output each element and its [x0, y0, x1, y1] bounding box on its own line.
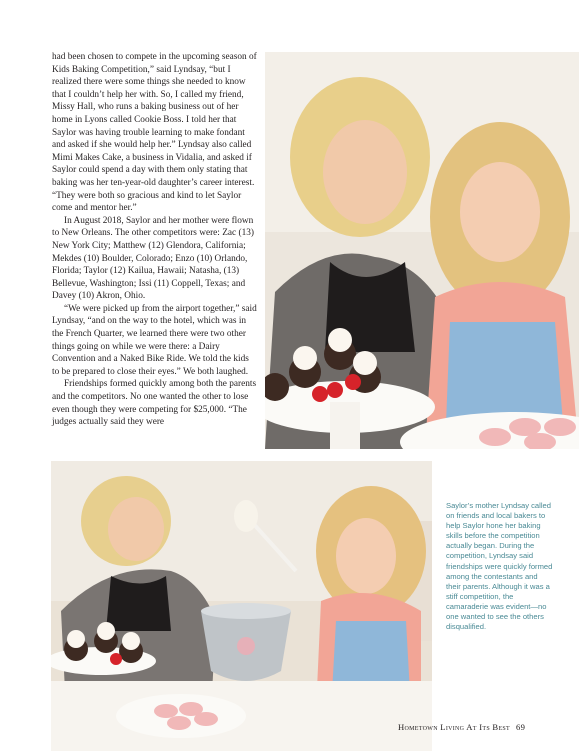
- article-paragraph-1: had been chosen to compete in the upcoming season of Kids Baking Competition,” said Lyndsay, “but I realized there were some things she needed to know that I couldn’t help her with. So, I called my friend, Missy Hall, who runs a baking business out of her home in Lyons called Cookie Boss. I told her that Saylor was having trouble learning to make fondant and asked if she would help her.” Lyndsay also called Mimi Makes Cake, a business in Vidalia, and asked if Saylor could spend a day with them only stating that baking was her ten-year-old daughter’s career interest. “They were both so gracious and kind to let Saylor come and mentor her.”: [52, 52, 257, 214]
- page-number: 69: [516, 722, 526, 732]
- caption-text: Saylor’s mother Lyndsay called on friends and local bakers to help Saylor hone her baking skills before the competition actually began. During the competition, Lyndsay said friendships were quickly formed among the contestants and their parents. Although it was a stiff competition, the camaraderie was evident—no one wanted to see the others disqualified.: [446, 501, 553, 632]
- publication-name: Hometown Living At Its Best: [398, 722, 511, 732]
- article-body: [52, 51, 257, 429]
- photo-mother-daughter-portrait: [265, 52, 579, 449]
- photo-caption: [446, 501, 554, 632]
- article-paragraph-2: In August 2018, Saylor and her mother were flown to New Orleans. The other competitors were: Zac (13) New York City; Matthew (12) Glendora, California; Mekdes (10) Boulder, Colorado; Enzo (10) Orlando, Florida; Taylor (12) Kailua, Hawaii; Natasha, (13) Bellevue, Washington; Issi (11) Coppell, Texas; and Davey (10) Akron, Ohio.: [52, 215, 254, 302]
- article-paragraph-3: “We were picked up from the airport together,” said Lyndsay, “and on the way to the hotel, which was in the French Quarter, we learned there were two other things going on while we were there: a Dairy Convention and a Naked Bike Ride. We told the kids to be prepared to close their eyes.” We both laughed.: [52, 303, 257, 377]
- article-paragraph-4: Friendships formed quickly among both the parents and the competitors. No one wanted the other to lose even though they were competing for $25,000. “The judges actually said they were: [52, 379, 257, 428]
- photo-baking-with-mixer: [51, 461, 432, 751]
- page-footer: [398, 722, 558, 732]
